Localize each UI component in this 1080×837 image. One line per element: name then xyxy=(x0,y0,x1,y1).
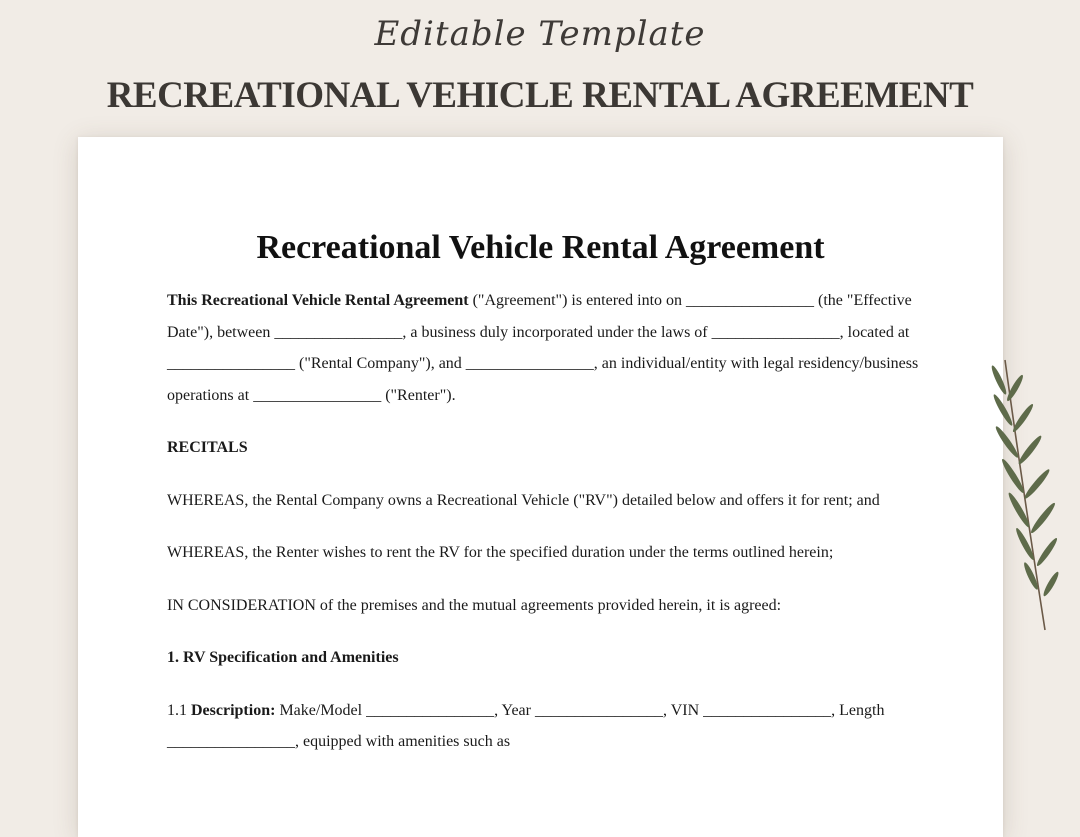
clause-1-1-number: 1.1 xyxy=(167,701,191,719)
banner-script-label: Editable Template xyxy=(374,14,706,54)
section-1-heading: 1. RV Specification and Amenities xyxy=(167,649,399,666)
whereas-paragraph-2: WHEREAS, the Renter wishes to rent the RV for the specified duration under the terms outlined herein; xyxy=(167,544,834,561)
document-page xyxy=(78,137,1003,837)
intro-bold-lead: This Recreational Vehicle Rental Agreement xyxy=(167,292,469,309)
document-body xyxy=(167,285,927,779)
whereas-paragraph-1: WHEREAS, the Rental Company owns a Recreational Vehicle ("RV") detailed below and offers it for rent; and xyxy=(167,491,880,509)
consideration-paragraph: IN CONSIDERATION of the premises and the mutual agreements provided herein, it is agreed: xyxy=(167,596,782,614)
intro-paragraph xyxy=(167,285,927,411)
clause-1-1-label: Description: xyxy=(191,701,276,719)
banner-title: RECREATIONAL VEHICLE RENTAL AGREEMENT xyxy=(106,75,974,116)
document-title: Recreational Vehicle Rental Agreement xyxy=(256,229,825,266)
recitals-heading: RECITALS xyxy=(167,439,248,456)
rosemary-sprig-icon xyxy=(975,350,1080,640)
clause-1-1-text: Make/Model ________________, Year ________________, VIN ________________, Length ________________, equipped with amenities such as xyxy=(167,701,885,750)
clause-1-1 xyxy=(167,695,927,758)
intro-text: ("Agreement") is entered into on ________________ (the "Effective Date"), between ________________, a business duly incorporated under the laws of ________________, located at ________________ ("Rental Company"), and ________________, an individual/entity with legal residency/business operations at ________________ ("Renter"). xyxy=(167,292,919,404)
